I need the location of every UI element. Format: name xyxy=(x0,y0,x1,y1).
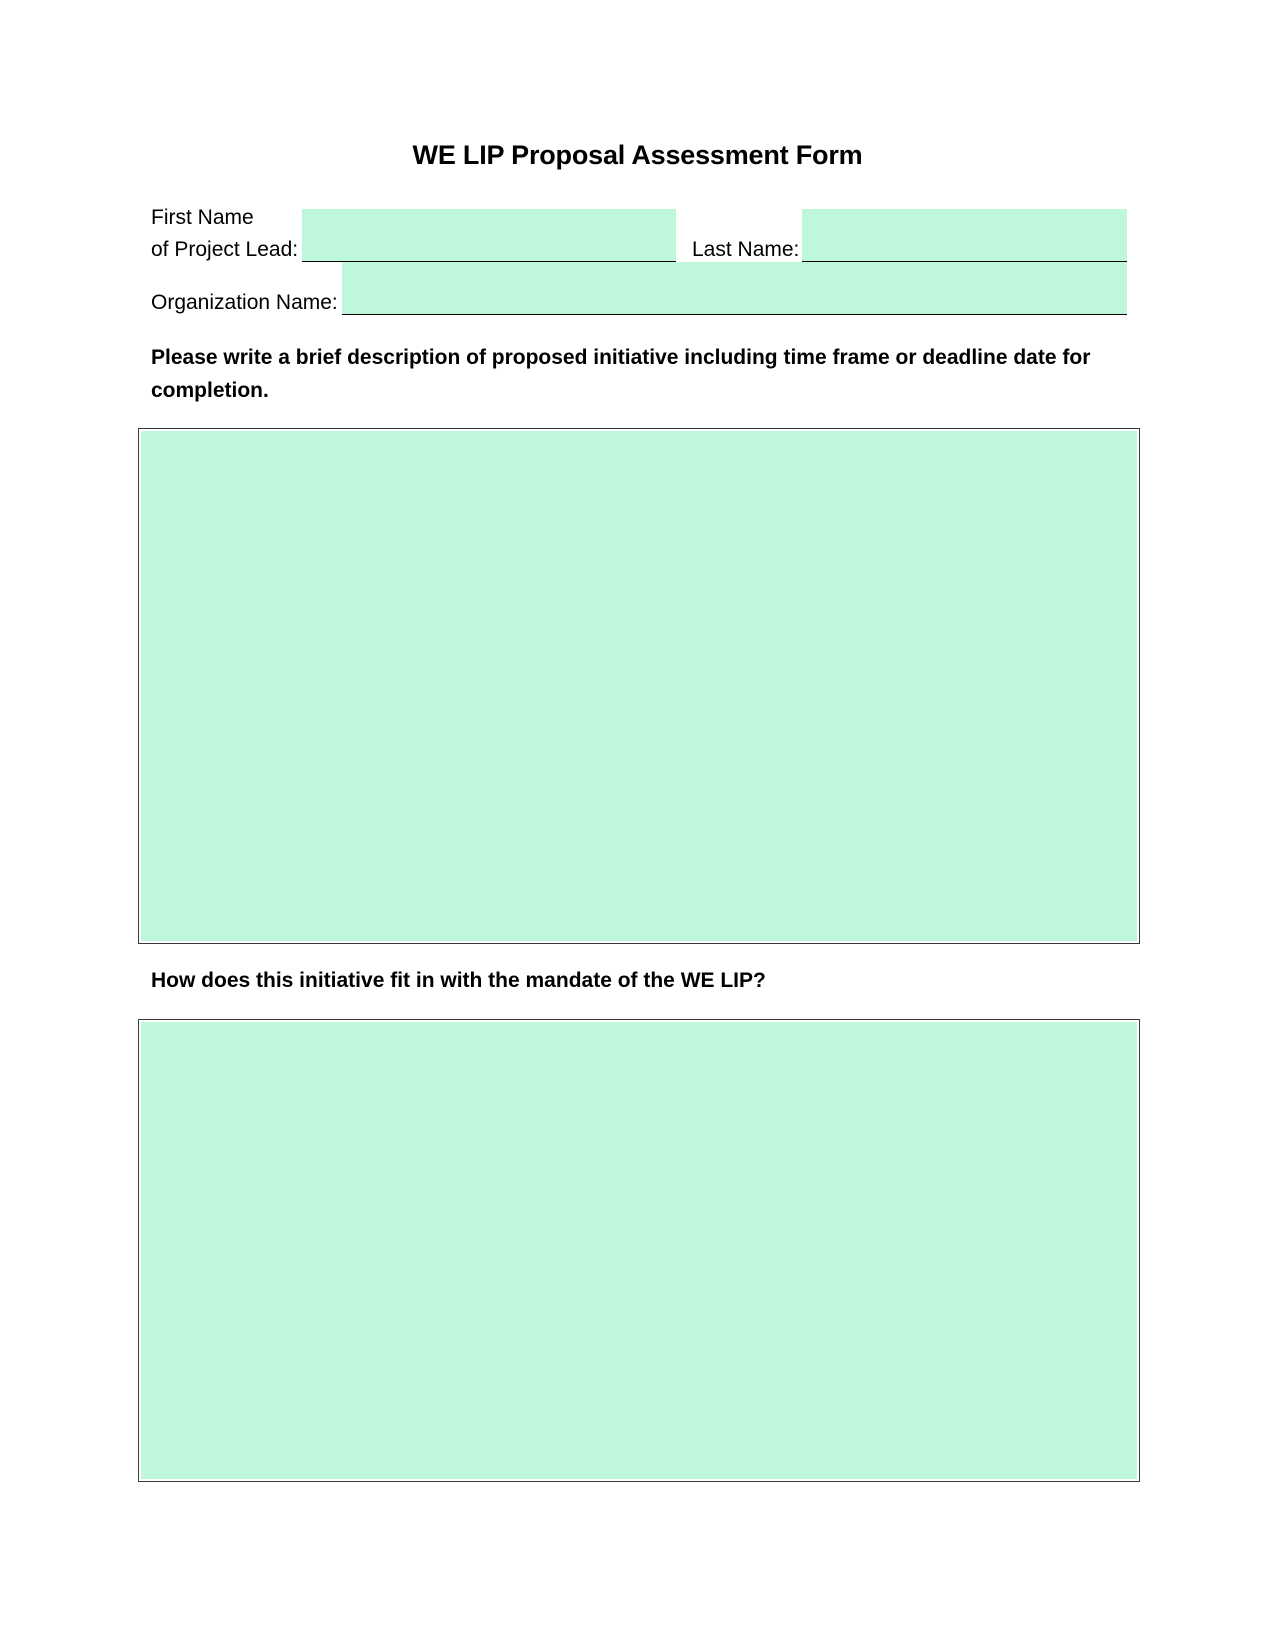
organization-name-field[interactable] xyxy=(342,262,1127,315)
last-name-field[interactable] xyxy=(802,209,1127,262)
first-name-field[interactable] xyxy=(302,209,676,262)
last-name-label: Last Name: xyxy=(692,238,800,261)
mandate-question: How does this initiative fit in with the mandate of the WE LIP? xyxy=(151,969,766,992)
organization-name-label: Organization Name: xyxy=(151,291,338,314)
description-answer-box xyxy=(138,428,1140,944)
first-name-label-line2: of Project Lead: xyxy=(151,238,299,261)
mandate-answer-field[interactable] xyxy=(141,1022,1137,1479)
page-title: WE LIP Proposal Assessment Form xyxy=(412,140,863,170)
description-question: Please write a brief description of proposed initiative including time frame or deadline date for completion. xyxy=(151,346,1091,402)
mandate-answer-box xyxy=(138,1019,1140,1482)
description-answer-field[interactable] xyxy=(141,431,1137,941)
first-name-label-line1: First Name xyxy=(151,206,254,229)
